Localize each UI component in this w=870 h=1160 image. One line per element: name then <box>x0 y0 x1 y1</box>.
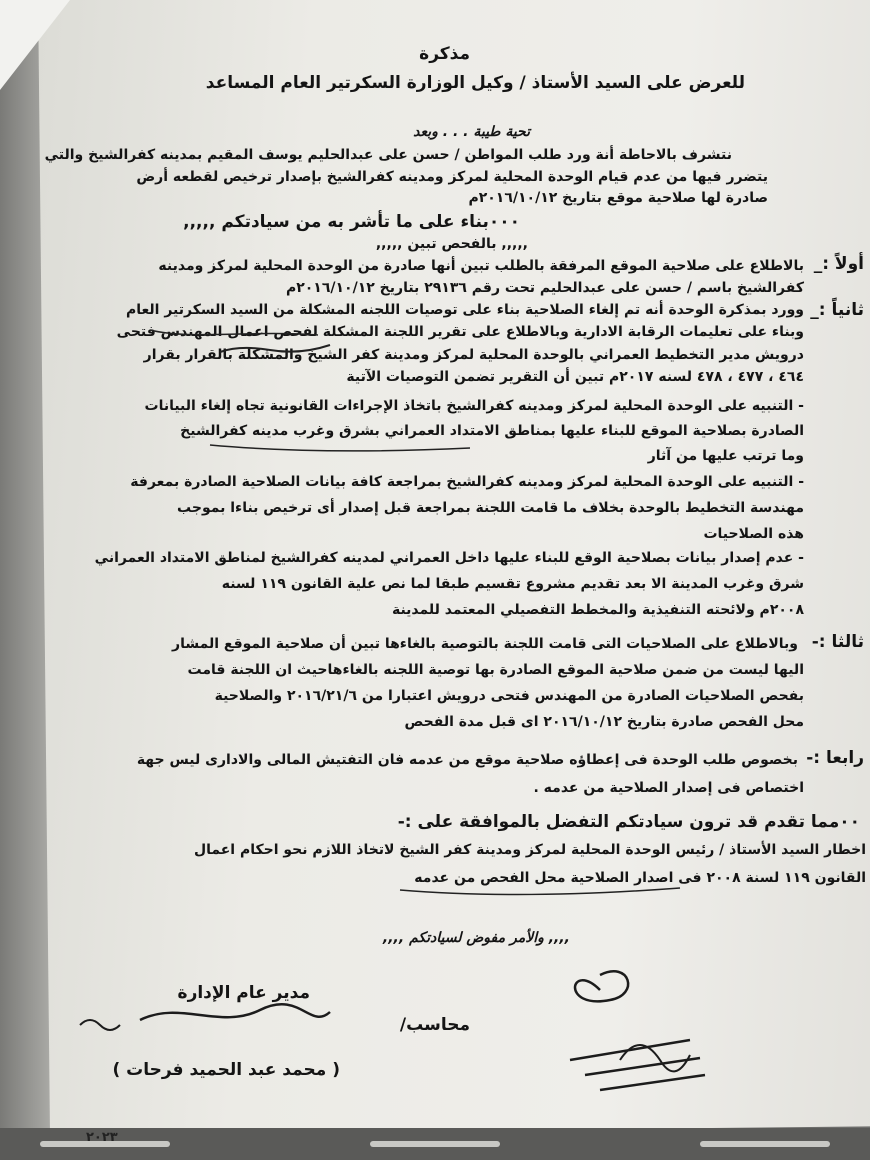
rec1-line-2: الصادرة بصلاحية الموقع للبناء عليها بمناطق الامتداد العمراني بشرق وغرب مدينه كفرالشيخ <box>180 423 804 439</box>
signature-left-initial <box>80 1020 120 1030</box>
intro-line-2: يتضرر فيها من عدم قيام الوحدة المحلية لمركز ومدينه كفرالشيخ بإصدار ترخيص لقطعه أرض <box>136 169 768 185</box>
memo-addressee: للعرض على السيد الأستاذ / وكيل الوزارة السكرتير العام المساعد <box>205 73 745 93</box>
signatory-name: ( محمد عبد الحميد فرحات ) <box>112 1060 340 1080</box>
underline-stroke <box>150 330 318 335</box>
third-line-1: وبالاطلاع على الصلاحيات التى قامت اللجنة بالتوصية بالغاءها تبين أن صلاحية الموقع المشار <box>172 636 798 652</box>
signatory-title: مدير عام الإدارة <box>177 983 310 1003</box>
underline-stroke-2 <box>210 445 470 451</box>
second-line-1: وورد بمذكرة الوحدة أنه تم إلغاء الصلاحية بناء على توصيات اللجنه المشكلة من السيد السكرتير العام <box>125 302 804 318</box>
third-line-4: محل الفحص صادرة بتاريخ ٢٠١٦/١٠/١٢ اى قبل مدة الفحص <box>404 714 804 730</box>
fourth-line-1: بخصوص طلب الوحدة فى إعطاؤه صلاحية موقع من عدمه فان التفتيش المالى والادارى ليس جهة <box>136 752 798 768</box>
section-second-label: ثانياً :_ <box>810 300 864 320</box>
first-line-1: بالاطلاع على صلاحية الموقع المرفقة بالطلب تبين أنها صادرة من الوحدة المحلية لمركز ومدينه <box>158 258 804 274</box>
second-line-2: وبناء على تعليمات الرقابة الادارية وبالاطلاع على تقرير اللجنة المشكلة لفحص اعمال المهندس فتحى <box>116 324 804 340</box>
first-line-2: كفرالشيخ باسم / حسن على عبدالحليم تحت رقم ٢٩١٣٦ بتاريخ ٢٠١٦/١٠/١٢م <box>285 280 804 296</box>
underline-stroke-3 <box>400 888 680 895</box>
rec2-line-1: - التنبيه على الوحدة المحلية لمركز ومدينه كفرالشيخ بمراجعة كافة بيانات الصلاحية الصادرة بمعرفة <box>130 474 804 490</box>
third-line-3: بفحص الصلاحيات الصادرة من المهندس فتحى درويش اعتبارا من ٢٠١٦/٢١/٦ والصلاحية <box>214 688 804 704</box>
section-first-label: أولاً :_ <box>813 254 864 274</box>
handwritten-mark <box>220 345 330 352</box>
third-line-2: اليها ليست من ضمن صلاحية الموقع الصادرة بها توصية اللجنه بالغاءهاحيث ان اللجنة قامت <box>187 662 804 678</box>
rec1-line-1: - التنبيه على الوحدة المحلية لمركز ومدينه كفرالشيخ باتخاذ الإجراءات القانونية تجاه إلغاء البيانات <box>144 398 804 414</box>
rec3-line-3: ٢٠٠٨م ولائحته التنفيذية والمخطط التفصيلي المعتمد للمدينة <box>391 602 804 618</box>
instruction-line: ٠٠٠بناء على ما تأشر به من سيادتكم ,,,,, <box>183 212 520 232</box>
rec1-line-3: وما ترتب عليها من آثار <box>647 448 804 464</box>
memo-title: مذكرة <box>419 44 470 64</box>
section-third-label: ثالثا :- <box>811 632 864 652</box>
proposal-line: ٠٠مما تقدم قد ترون سيادتكم التفضل بالموافقة على :- <box>397 812 860 832</box>
proposal-line-1: اخطار السيد الأستاذ / رئيس الوحدة المحلية لمركز ومدينة كفر الشيخ لاتخاذ اللازم نحو احكام اعمال <box>193 842 866 858</box>
signature-right <box>575 971 628 1001</box>
page-handle-2[interactable] <box>370 1141 500 1147</box>
signature-left <box>140 1004 330 1020</box>
intro-line-1: نتشرف بالاحاطة أنة ورد طلب المواطن / حسن على عبدالحليم يوسف المقيم بمدينه كفرالشيخ والتي <box>44 147 732 163</box>
closing-line: ,,,, والأمر مفوض لسيادتكم ,,,, <box>382 930 570 946</box>
proposal-line-2: القانون ١١٩ لسنة ٢٠٠٨ فى اصدار الصلاحية محل الفحص من عدمه <box>414 870 866 886</box>
rec3-line-2: شرق وغرب المدينة الا بعد تقديم مشروع تقسيم طبقا لما نص علية القانون ١١٩ لسنه <box>221 576 804 592</box>
footer-number: ٢٠٢٣ <box>86 1130 118 1145</box>
memo-greeting: تحية طيبة . . . وبعد <box>413 124 530 140</box>
rec2-line-3: هذه الصلاحيات <box>703 526 804 542</box>
second-line-4: ٤٦٤ ، ٤٧٧ ، ٤٧٨ لسنه ٢٠١٧م تبين أن التقرير تضمن التوصيات الآتية <box>346 369 804 385</box>
intro-line-3: صادرة لها صلاحية موقع بتاريخ ٢٠١٦/١٠/١٢م <box>468 190 768 206</box>
page-handle-3[interactable] <box>700 1141 830 1147</box>
rec2-line-2: مهندسة التخطيط بالوحدة بخلاف ما قامت اللجنة بمراجعة قبل إصدار أى ترخيص بناءا بموجب <box>177 500 804 516</box>
accountant-label: محاسب/ <box>399 1015 470 1035</box>
fourth-line-2: اختصاص فى إصدار الصلاحية من عدمه . <box>533 780 804 796</box>
second-line-3: درويش مدير التخطيط العمراني بالوحدة المحلية لمركز ومدينة كفر الشيخ والمشكلة بالقرار بقرار <box>143 347 804 363</box>
examination-line: ,,,,, بالفحص تبين ,,,,, <box>375 236 528 252</box>
section-fourth-label: رابعا :- <box>806 748 864 768</box>
rec3-line-1: - عدم إصدار بيانات بصلاحية الوقع للبناء عليها داخل العمراني لمدينه كفرالشيخ لمناطق الامتداد العمراني <box>94 550 804 566</box>
